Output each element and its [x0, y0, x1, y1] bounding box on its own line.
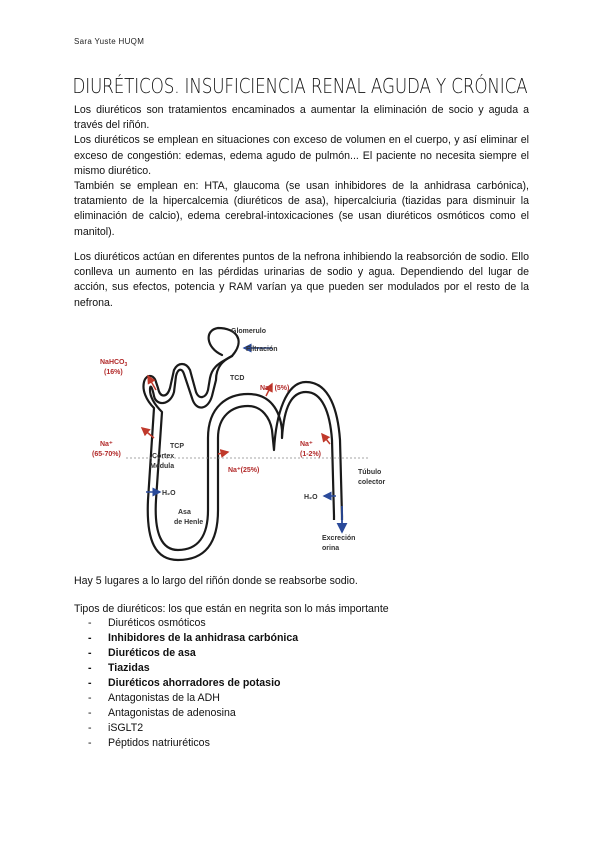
label-excrecion: Excreción [322, 535, 356, 542]
label-henle: de Henle [174, 519, 204, 526]
label-tcd: TCD [230, 375, 245, 382]
types-intro-section [74, 602, 529, 617]
label-na-5: Na⁺ (5%) [260, 385, 290, 392]
label-orina: orina [322, 545, 340, 552]
label-nahco3-pct: (16%) [104, 369, 123, 376]
label-na-col-pct: (1-2%) [300, 451, 322, 458]
na25-arrow [218, 452, 228, 454]
label-tubulo: Túbulo [358, 469, 382, 476]
nephron-diagram [86, 320, 386, 570]
paragraph-sodium-sites: Hay 5 lugares a lo largo del riñón donde se reabsorbe sodio. [74, 575, 358, 587]
diuretic-types-list [88, 616, 298, 751]
paragraph-indications: También se emplean en: HTA, glaucoma (se usan inhibidores de la anhidrasa carbónica), tratamiento de la hipercalcemia (diuréticos de asa), hipercalciuria (tiazidas para disminuir la eliminación de calcio), edema cerebral-intoxicaciones (se usan diuréticos osmóticos como el manitol). [74, 180, 529, 238]
paragraph-uses: Los diuréticos se emplean en situaciones con exceso de volumen en el cuerpo, y así eliminar el exceso de congestión: edemas, edema agudo de pulmón... El paciente no necesita siempre el mismo diurético. [74, 134, 529, 177]
label-cortex: Cortex [152, 453, 175, 460]
label-medula: Médula [150, 463, 175, 470]
label-nahco3: NaHCO$_3$ [100, 359, 128, 368]
list-item: - Tiazidas [88, 661, 298, 676]
mechanism-section [74, 250, 529, 311]
list-item: - Diuréticos ahorradores de potasio [88, 676, 298, 691]
list-item: - Diuréticos de asa [88, 646, 298, 661]
paragraph-types-intro: Tipos de diuréticos: los que están en negrita son lo más importante [74, 603, 389, 615]
label-na-prox-pct: (65-70%) [92, 451, 121, 458]
list-item: - iSGLT2 [88, 721, 298, 736]
label-tcp: TCP [170, 443, 184, 450]
list-item: - Antagonistas de la ADH [88, 691, 298, 706]
list-item: - Inhibidores de la anhidrasa carbónica [88, 631, 298, 646]
na-col-arrow [322, 434, 330, 444]
list-item: - Antagonistas de adenosina [88, 706, 298, 721]
label-asa: Asa [178, 509, 191, 516]
paragraph-mechanism: Los diuréticos actúan en diferentes puntos de la nefrona inhibiendo la reabsorción de sodio. Ello conlleva un aumento en las pérdidas urinarias de sodio y agua. Dependiendo del lugar de acción, sus efectos, potencia y RAM varían ya que pueden ser modulados por el resto de la nefrona. [74, 251, 529, 309]
label-filtracion: Filtración [246, 346, 278, 353]
author-header: Sara Yuste HUQM [74, 37, 145, 46]
list-item: - Diuréticos osmóticos [88, 616, 298, 631]
paragraph-definition: Los diuréticos son tratamientos encaminados a aumentar la eliminación de socio y aguda a través del riñón. [74, 104, 529, 132]
intro-section [74, 103, 529, 240]
label-colector: colector [358, 479, 386, 486]
list-item: - Péptidos natriuréticos [88, 736, 298, 751]
sodium-sites-section [74, 574, 529, 589]
label-na-col: Na⁺ [300, 441, 313, 448]
label-h2o-right: H₂O [304, 494, 318, 501]
label-h2o-left: H₂O [162, 490, 176, 497]
label-na-25: Na⁺(25%) [228, 467, 260, 474]
page-title: DIURÉTICOS. INSUFICIENCIA RENAL AGUDA Y CRÓNICA [72, 74, 528, 98]
nephron-svg [86, 320, 386, 570]
label-na-prox: Na⁺ [100, 441, 113, 448]
label-glomerulo: Glomerulo [231, 328, 267, 335]
